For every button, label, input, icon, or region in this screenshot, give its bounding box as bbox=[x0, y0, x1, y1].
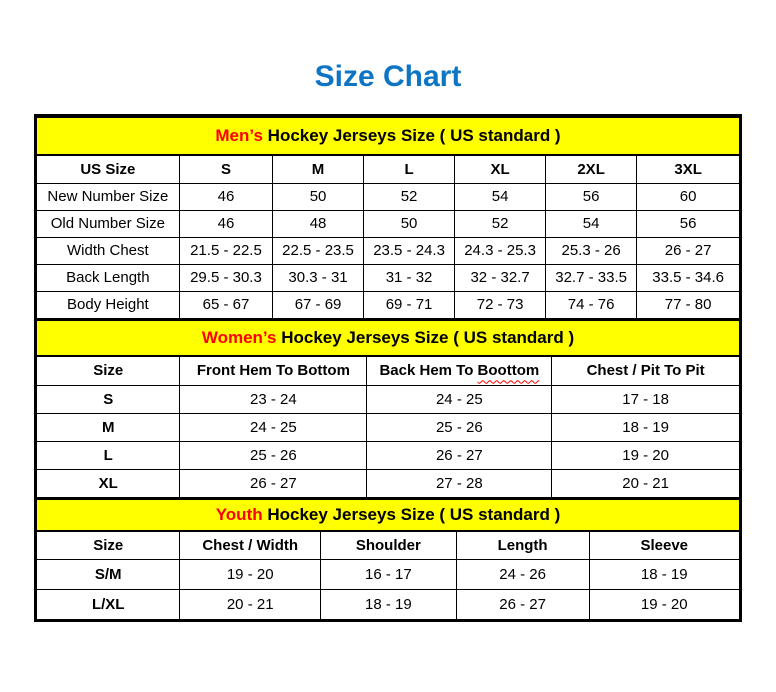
cell: 23.5 - 24.3 bbox=[363, 237, 454, 264]
cell: 17 - 18 bbox=[552, 386, 740, 414]
cell: 32.7 - 33.5 bbox=[545, 264, 636, 291]
cell: 20 - 21 bbox=[552, 470, 740, 498]
mens-size-table bbox=[36, 116, 740, 319]
cell: 20 - 21 bbox=[180, 589, 321, 619]
youth-col-chest-width: Chest / Width bbox=[180, 531, 321, 559]
row-label: XL bbox=[37, 470, 180, 498]
womens-col-chest: Chest / Pit To Pit bbox=[552, 356, 740, 386]
cell: 52 bbox=[363, 183, 454, 210]
youth-col-sleeve: Sleeve bbox=[589, 531, 739, 559]
womens-column-header-row bbox=[37, 356, 740, 386]
row-label: Back Length bbox=[37, 264, 180, 291]
cell: 19 - 20 bbox=[180, 559, 321, 589]
mens-col-l: L bbox=[363, 155, 454, 183]
cell: 19 - 20 bbox=[552, 442, 740, 470]
table-row bbox=[37, 470, 740, 498]
cell: 72 - 73 bbox=[455, 291, 546, 318]
table-row bbox=[37, 559, 740, 589]
cell: 67 - 69 bbox=[273, 291, 364, 318]
cell: 23 - 24 bbox=[180, 386, 367, 414]
mens-section-header bbox=[37, 117, 740, 155]
mens-col-m: M bbox=[273, 155, 364, 183]
row-label: S bbox=[37, 386, 180, 414]
cell: 77 - 80 bbox=[637, 291, 740, 318]
table-row bbox=[37, 183, 740, 210]
womens-section-title bbox=[37, 320, 740, 356]
womens-col-back-hem-prefix: Back Hem To bbox=[379, 362, 474, 380]
cell: 50 bbox=[273, 183, 364, 210]
cell: 18 - 19 bbox=[321, 589, 457, 619]
cell: 60 bbox=[637, 183, 740, 210]
cell: 33.5 - 34.6 bbox=[637, 264, 740, 291]
cell: 25.3 - 26 bbox=[545, 237, 636, 264]
youth-section-title bbox=[37, 499, 740, 531]
cell: 26 - 27 bbox=[637, 237, 740, 264]
womens-section-header bbox=[37, 320, 740, 356]
youth-col-length: Length bbox=[456, 531, 589, 559]
cell: 29.5 - 30.3 bbox=[179, 264, 272, 291]
row-label: Old Number Size bbox=[37, 210, 180, 237]
youth-col-size: Size bbox=[37, 531, 180, 559]
cell: 24 - 25 bbox=[367, 386, 552, 414]
cell: 54 bbox=[545, 210, 636, 237]
cell: 46 bbox=[179, 183, 272, 210]
table-row bbox=[37, 386, 740, 414]
mens-section-title-rest: Hockey Jerseys Size ( US standard ) bbox=[267, 126, 561, 145]
row-label: L bbox=[37, 442, 180, 470]
cell: 48 bbox=[273, 210, 364, 237]
cell: 18 - 19 bbox=[552, 414, 740, 442]
youth-col-shoulder: Shoulder bbox=[321, 531, 457, 559]
table-row bbox=[37, 237, 740, 264]
cell: 27 - 28 bbox=[367, 470, 552, 498]
cell: 56 bbox=[545, 183, 636, 210]
cell: 74 - 76 bbox=[545, 291, 636, 318]
row-label: M bbox=[37, 414, 180, 442]
cell: 46 bbox=[179, 210, 272, 237]
table-row bbox=[37, 414, 740, 442]
page-title: Size Chart bbox=[314, 60, 462, 93]
womens-col-back-hem-misspelled-word: Boottom bbox=[477, 362, 540, 380]
mens-column-header-row bbox=[37, 155, 740, 183]
cell: 56 bbox=[637, 210, 740, 237]
table-row bbox=[37, 291, 740, 318]
cell: 32 - 32.7 bbox=[455, 264, 546, 291]
row-label: L/XL bbox=[37, 589, 180, 619]
youth-section-title-highlight: Youth bbox=[215, 505, 263, 524]
cell: 52 bbox=[455, 210, 546, 237]
cell: 16 - 17 bbox=[321, 559, 457, 589]
cell: 19 - 20 bbox=[589, 589, 739, 619]
cell: 31 - 32 bbox=[363, 264, 454, 291]
cell: 26 - 27 bbox=[456, 589, 589, 619]
cell: 50 bbox=[363, 210, 454, 237]
womens-col-front-hem: Front Hem To Bottom bbox=[180, 356, 367, 386]
size-chart-container bbox=[34, 114, 742, 622]
cell: 18 - 19 bbox=[589, 559, 739, 589]
row-label: Width Chest bbox=[37, 237, 180, 264]
cell: 24 - 26 bbox=[456, 559, 589, 589]
cell: 24.3 - 25.3 bbox=[455, 237, 546, 264]
womens-col-back-hem bbox=[367, 356, 552, 386]
table-row bbox=[37, 264, 740, 291]
womens-size-table bbox=[36, 319, 740, 499]
mens-col-us-size: US Size bbox=[37, 155, 180, 183]
mens-section-title bbox=[37, 117, 740, 155]
mens-col-3xl: 3XL bbox=[637, 155, 740, 183]
cell: 65 - 67 bbox=[179, 291, 272, 318]
cell: 54 bbox=[455, 183, 546, 210]
womens-section-title-highlight: Women’s bbox=[201, 327, 277, 347]
cell: 25 - 26 bbox=[367, 414, 552, 442]
cell: 69 - 71 bbox=[363, 291, 454, 318]
cell: 26 - 27 bbox=[367, 442, 552, 470]
table-row bbox=[37, 210, 740, 237]
mens-section-title-highlight: Men’s bbox=[215, 126, 263, 145]
cell: 21.5 - 22.5 bbox=[179, 237, 272, 264]
youth-section-title-rest: Hockey Jerseys Size ( US standard ) bbox=[267, 505, 561, 524]
youth-size-table bbox=[36, 498, 740, 620]
mens-col-xl: XL bbox=[455, 155, 546, 183]
womens-col-size: Size bbox=[37, 356, 180, 386]
womens-section-title-rest: Hockey Jerseys Size ( US standard ) bbox=[281, 327, 575, 347]
row-label: Body Height bbox=[37, 291, 180, 318]
cell: 26 - 27 bbox=[180, 470, 367, 498]
row-label: S/M bbox=[37, 559, 180, 589]
mens-col-s: S bbox=[179, 155, 272, 183]
cell: 30.3 - 31 bbox=[273, 264, 364, 291]
youth-column-header-row bbox=[37, 531, 740, 559]
table-row bbox=[37, 589, 740, 619]
youth-section-header bbox=[37, 499, 740, 531]
table-row bbox=[37, 442, 740, 470]
mens-col-2xl: 2XL bbox=[545, 155, 636, 183]
cell: 22.5 - 23.5 bbox=[273, 237, 364, 264]
cell: 25 - 26 bbox=[180, 442, 367, 470]
row-label: New Number Size bbox=[37, 183, 180, 210]
cell: 24 - 25 bbox=[180, 414, 367, 442]
